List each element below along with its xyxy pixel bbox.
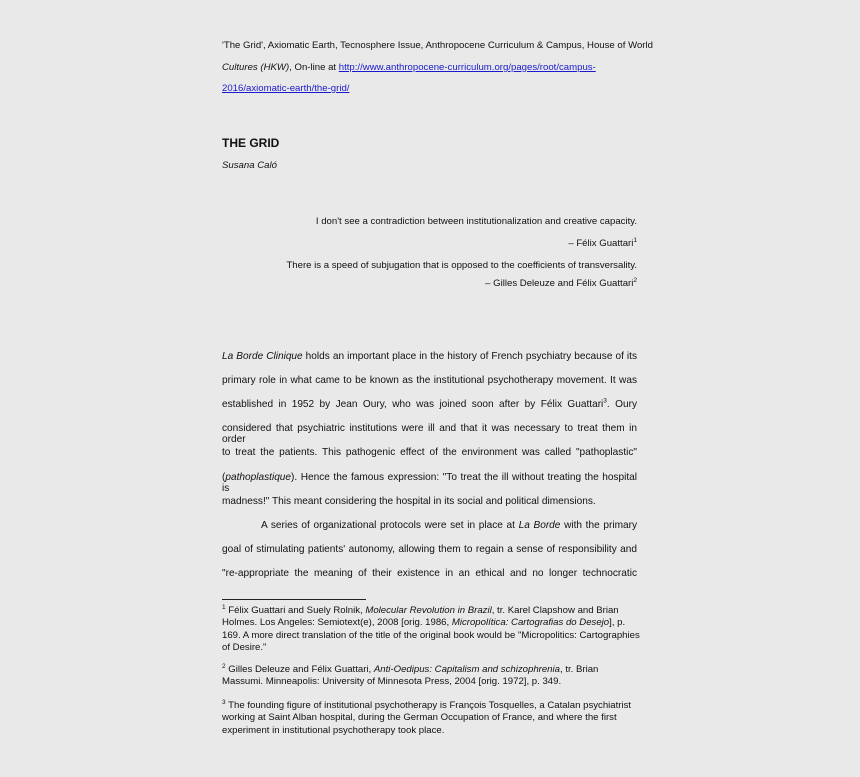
epigraph-attribution-text: – Gilles Deleuze and Félix Guattari	[485, 278, 634, 289]
epigraph-attribution-text: – Félix Guattari	[568, 238, 634, 249]
footnote-number: 1	[222, 603, 226, 611]
footnote-text: Gilles Deleuze and Félix Guattari,	[225, 664, 374, 675]
body-text: holds an important place in the history of French psychiatry because of its	[302, 351, 637, 362]
footnote-ref-1[interactable]: 1	[633, 236, 637, 244]
term-pathoplastique: pathoplastique	[225, 472, 292, 483]
footnote-3	[222, 700, 642, 737]
body-line	[222, 351, 637, 362]
article-author: Susana Caló	[222, 160, 277, 171]
clinic-name: La Borde Clinique	[222, 351, 303, 362]
footnote-separator	[222, 599, 366, 600]
body-line	[222, 399, 637, 410]
body-line: goal of stimulating patients' autonomy, allowing them to regain a sense of responsibility and	[222, 544, 637, 555]
body-text: (	[222, 472, 226, 483]
citation-url-link[interactable]: http://www.anthropocene-curriculum.org/pages/root/campus-	[338, 62, 596, 73]
citation-venue: Cultures (HKW)	[222, 62, 290, 73]
body-text: with the primary	[560, 520, 638, 531]
footnote-text: , tr. Brian Massumi. Minneapolis: University of Minnesota Press, 2004 [orig. 1972], p. 349.	[222, 664, 599, 688]
body-line: madness!" This meant considering the hospital in its social and political dimensions.	[222, 496, 596, 507]
body-line	[222, 472, 637, 494]
epigraph-quote-1	[316, 216, 637, 227]
footnote-number: 2	[222, 662, 226, 670]
citation-line-3	[222, 83, 349, 94]
footnote-2	[222, 664, 642, 689]
footnote-text: Félix Guattari and Suely Rolnik,	[225, 605, 366, 616]
body-line: to treat the patients. This pathogenic effect of the environment was called "pathoplastic"	[222, 447, 637, 458]
footnote-title: Micropolítica: Cartografias do Desejo	[451, 617, 610, 629]
footnote-title: Anti-Oedipus: Capitalism and schizophrenia	[373, 664, 560, 675]
footnote-1	[222, 605, 642, 654]
footnote-ref-2[interactable]: 2	[633, 276, 637, 284]
citation-text: 'The Grid', Axiomatic Earth, Tecnosphere Issue, Anthropocene Curriculum & Campus, House of World	[222, 40, 653, 51]
body-text: A series of organizational protocols were set in place at	[261, 520, 519, 531]
epigraph-quote-text: I don't see a contradiction between institutionalization and creative capacity.	[315, 216, 637, 227]
clinic-name: La Borde	[518, 520, 561, 531]
footnote-ref-3[interactable]: 3	[603, 397, 607, 405]
footnote-text: ], p. 169. A more direct translation of the title of the original book would be "Micropolitics: Cartographies of Desire."	[222, 617, 640, 653]
citation-line-2	[222, 62, 596, 73]
epigraph-quote-2	[286, 260, 637, 271]
body-line	[261, 520, 637, 531]
footnote-text: The founding figure of institutional psychotherapy is François Tosquelles, a Catalan psychiatrist working at Saint Alban hospital, during the German Occupation of France, and where the first experiment in institutional psychotherapy took place.	[222, 700, 632, 736]
citation-url-link-continued[interactable]: 2016/axiomatic-earth/the-grid/	[222, 83, 350, 94]
citation-online-label: , On-line at	[289, 62, 339, 73]
article-title: THE GRID	[222, 136, 280, 150]
body-text: . Oury	[606, 399, 637, 410]
epigraph-quote-text: There is a speed of subjugation that is opposed to the coefficients of transversality.	[286, 260, 637, 271]
epigraph-attribution-1	[568, 238, 637, 249]
body-line: considered that psychiatric institutions were ill and that it was necessary to treat them in order	[222, 423, 637, 445]
body-line: primary role in what came to be known as the institutional psychotherapy movement. It was	[222, 375, 637, 386]
footnote-number: 3	[222, 698, 226, 706]
epigraph-attribution-2	[485, 278, 637, 289]
body-line: "re-appropriate the meaning of their existence in an ethical and no longer technocratic	[222, 568, 637, 579]
citation-line-1	[222, 40, 653, 51]
footnote-title: Molecular Revolution in Brazil	[365, 605, 492, 616]
footnote-text: , tr. Karel Clapshow and Brian Holmes. Los Angeles: Semiotext(e), 2008 [orig. 1986,	[222, 605, 619, 629]
body-text: established in 1952 by Jean Oury, who was joined soon after by Félix Guattari	[222, 399, 604, 410]
body-text: ). Hence the famous expression: "To treat the ill without treating the hospital is	[222, 472, 637, 494]
